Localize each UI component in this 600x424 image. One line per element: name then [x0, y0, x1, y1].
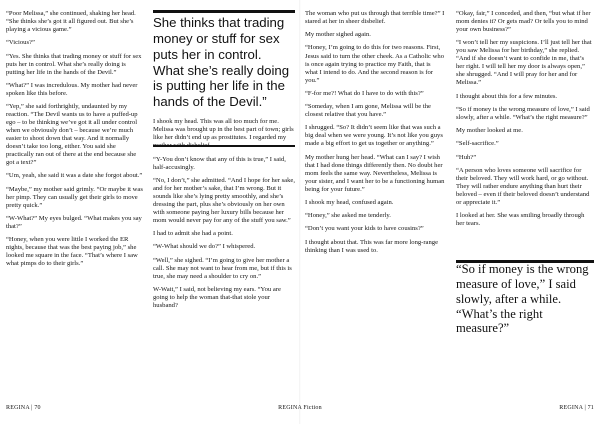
paragraph: I had to admit she had a point.: [153, 230, 233, 238]
pull-quote-rule-top: [153, 10, 295, 13]
page-gutter: [299, 0, 301, 424]
pull-quote-top: She thinks that trading money or stuff for sex puts her in control. What she’s really doing is putting her life in the hands of the Devil.”: [153, 15, 290, 110]
paragraph: “No, I don’t,” she admitted. “And I hope for her sake, and for her mother’s sake, that I’m wrong. But it sounds like she’s lying pretty smoothly, and she’s dressing the part, plus she’s obviously on her own with someone paying her luxury bills because her mom would never pay for any of the stuff you saw.”: [153, 176, 295, 224]
paragraph: “Y-You don’t know that any of this is true,” I said, half-accusingly.: [153, 155, 286, 171]
column-2: [153, 15, 295, 315]
paragraph: “F-for me?! What do I have to do with this?”: [305, 89, 424, 97]
paragraph: I thought about that. This was far more long-range thinking than I was used to.: [305, 238, 439, 254]
footer-center-section: REGINA Fiction: [278, 405, 322, 411]
paragraph: “I won’t tell her my suspicions. I’ll just tell her that you saw Melissa for her birthday,” she replied. “And if she doesn’t want to confide in me, that’s her right. I will tell her my door is always open,” she shrugged. “And I will pray for her and for Melissa.”: [456, 39, 592, 87]
paragraph: My mother hung her head. “What can I say? I wish that I had done things differently then. No doubt her mom feels the same way. Nevertheless, Melissa is your sister, and I want her to be a functioning human being for your future.”: [305, 153, 445, 193]
paragraph: The woman who put us through that terrible time?” I stared at her in sheer disbelief.: [305, 10, 445, 26]
paragraph: W-Wait,” I said, not believing my ears. “You are going to help the woman that-that stole your husband?: [153, 285, 281, 309]
paragraph: “Someday, when I am gone, Melissa will be the closest relative that you have.”: [305, 103, 431, 119]
paragraph: “Honey, I’m going to do this for two reasons. First, Jesus said to turn the other cheek. As a Catholic who is once again trying to practice my Faith, that is what I intend to do. And the second reason is for you.”: [305, 44, 444, 84]
paragraph: “W-What?” My eyes bulged. “What makes you say that?”: [6, 214, 142, 230]
paragraph: “So if money is the wrong measure of love,” I said slowly, after a while. “What’s the right measure?”: [456, 105, 590, 121]
column-1: [6, 10, 144, 274]
paragraph: “Don’t you want your kids to have cousins?”: [305, 225, 424, 233]
paragraph: My mother sighed again.: [305, 31, 371, 39]
column-4: [456, 10, 594, 233]
paragraph: “Maybe,” my mother said grimly. “Or maybe it was her pimp. They can usually get their girls to move pretty quick.”: [6, 185, 143, 209]
paragraph: I looked at her. She was smiling broadly through her tears.: [456, 212, 585, 228]
paragraph: I shrugged. “So? It didn’t seem like that was such a big deal when we were young. It’s not like you guys made a big effort to get us together or anything.”: [305, 124, 443, 148]
paragraph: “Honey, when you were little I worked the ER nights, because that was the best paying job,” she looked me square in the face. “That’s where I saw what pimps do to their girls.”: [6, 236, 138, 268]
paragraph: “Self-sacrifice.”: [456, 140, 499, 148]
paragraph: “A person who loves someone will sacrifice for their beloved. They will work hard, or go without. They will rather endure anything than hurt their beloved – even if their beloved doesn’t understand or appreciate it.”: [456, 166, 590, 206]
paragraph: I shook my head. This was all too much for me. Melissa was brought up in the best part of town; girls like her didn’t end up as prostitutes. I regarded my: [153, 118, 294, 142]
paragraph: “Yep,” she said forthrightly, undaunted by my reaction. “The Devil wants us to have a puffed-up ego – to be thinking we’ve got it all under control when we obviously don’t – because we’re much easier to shoot down that way. And it normally doesn’t take too long, either. You said she practically ran out of there at the end because she got a text?”: [6, 103, 138, 167]
pull-quote-bottom: “So if money is the wrong measure of love,” I said slowly, after a while. “What’s the right measure?”: [456, 262, 589, 336]
paragraph: “Well,” she sighed. “I’m going to give her mother a call. She may not want to hear from me, but if this is true, she may need a shoulder to cry on.”: [153, 256, 292, 280]
paragraph: “Yes. She thinks that trading money or stuff for sex puts her in control. What she’s really doing is putting her life in the hands of the Devil.”: [6, 52, 142, 76]
paragraph: “Um, yeah, she said it was a date she forgot about.”: [6, 172, 143, 180]
paragraph: I shook my head, confused again.: [305, 198, 394, 206]
footer-left-folio: REGINA | 70: [6, 405, 41, 411]
paragraph: “Vicious?”: [6, 39, 35, 47]
footer-right-folio: REGINA | 71: [559, 405, 594, 411]
paragraph: “What?” I was incredulous. My mother had never spoken like this before.: [6, 81, 138, 97]
pull-quote-bottom-box: [456, 262, 594, 342]
pull-quote-rule-bottom: [153, 145, 295, 147]
paragraph: “W-What should we do?” I whispered.: [153, 243, 256, 251]
paragraph: “Huh?”: [456, 153, 477, 161]
paragraph: My mother looked at me.: [456, 127, 523, 135]
column-3: [305, 10, 445, 260]
paragraph: “Honey,” she asked me tenderly.: [305, 212, 391, 220]
paragraph: I thought about this for a few minutes.: [456, 92, 558, 100]
paragraph: “Poor Melissa,” she continued, shaking her head. “She thinks she’s got it all figured out. But she’s playing a vicious game.”: [6, 10, 136, 34]
paragraph: “Okay, fair,” I conceded, and then, “but what if her mom denies it? Or gets mad? Or tells you to mind your own business?”: [456, 10, 591, 34]
